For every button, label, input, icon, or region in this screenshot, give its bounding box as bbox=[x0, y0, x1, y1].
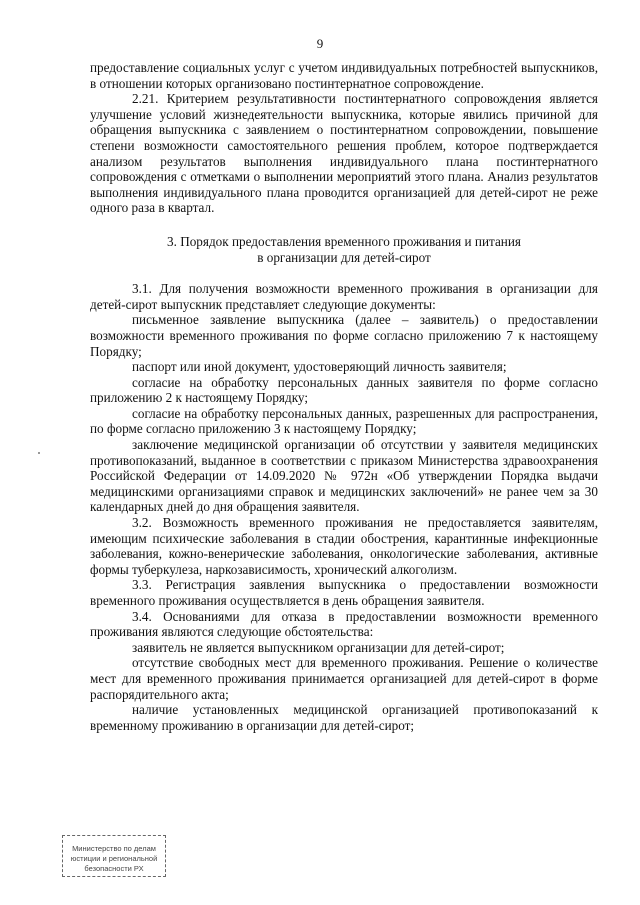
section-heading-line: в организации для детей-сирот bbox=[257, 249, 431, 265]
scan-mark bbox=[38, 452, 40, 454]
paragraph: 3.3. Регистрация заявления выпускника о предоставлении возможности временного проживания осуществляется в день обращения заявителя. bbox=[90, 577, 598, 608]
stamp-line: безопасности РХ bbox=[84, 864, 144, 873]
stamp-line: Министерство по делам bbox=[72, 844, 156, 853]
list-item: письменное заявление выпускника (далее – заявитель) о предоставлении возможности временного проживания по форме согласно приложению 7 к настоящему Порядку; bbox=[90, 312, 598, 359]
document-body bbox=[90, 60, 598, 733]
paragraph: 2.21. Критерием результативности постинтернатного сопровождения является улучшение условий жизнедеятельности выпускника, которые явились причиной для обращения выпускника с заявлением о постинтернатном сопровождении, повышение степени возможности самостоятельного решения проблем, которое подтверждается анализом результатов выполнения индивидуального плана постинтернатного сопровождения с отметками о выполнении мероприятий этого плана. Анализ результатов выполнения индивидуального плана проводится организацией для детей-сирот не реже одного раза в квартал. bbox=[90, 91, 598, 216]
list-item: наличие установленных медицинской организацией противопоказаний к временному проживанию в организации для детей-сирот; bbox=[90, 702, 598, 733]
list-item: заявитель не является выпускником организации для детей-сирот; bbox=[132, 639, 505, 655]
list-item: согласие на обработку персональных данных, разрешенных для распространения, по форме согласно приложению 3 к настоящему Порядку; bbox=[90, 405, 598, 437]
section-heading bbox=[90, 234, 598, 265]
paragraph: 3.4. Основаниями для отказа в предоставлении возможности временного проживания являются следующие обстоятельства: bbox=[90, 608, 598, 640]
list-item: отсутствие свободных мест для временного проживания. Решение о количестве мест для временного проживания принимается организацией для детей-сирот в форме распорядительного акта; bbox=[90, 655, 598, 702]
stamp-line: юстиции и региональной bbox=[70, 854, 158, 863]
registration-stamp bbox=[62, 835, 166, 877]
list-item: заключение медицинской организации об отсутствии у заявителя медицинских противопоказаний, выданное в соответствии с приказом Министерства здравоохранения Российской Федерации от 14.09.2020 № 972н «Об утверждении Порядка выдачи медицинскими организациями справок и медицинских заключений» не ранее чем за 30 календарных дней до дня обращения заявителя. bbox=[90, 437, 598, 515]
page-number: 9 bbox=[316, 36, 324, 51]
paragraph: 3.2. Возможность временного проживания не предоставляется заявителям, имеющим психические заболевания в стадии обострения, карантинные инфекционные заболевания, кожно-венерические заболевания, онкологические заболевания, активные формы туберкулеза, наркозависимость, хронический алкоголизм. bbox=[90, 515, 598, 577]
paragraph: предоставление социальных услуг с учетом индивидуальных потребностей выпускников, в отношении которых организовано постинтернатное сопровождение. bbox=[90, 60, 598, 91]
section-heading-line: 3. Порядок предоставления временного проживания и питания bbox=[167, 233, 521, 249]
paragraph: 3.1. Для получения возможности временного проживания в организации для детей-сирот выпускник представляет следующие документы: bbox=[90, 281, 598, 312]
list-item: согласие на обработку персональных данных заявителя по форме согласно приложению 2 к настоящему Порядку; bbox=[90, 374, 598, 406]
list-item: паспорт или иной документ, удостоверяющий личность заявителя; bbox=[132, 359, 507, 375]
